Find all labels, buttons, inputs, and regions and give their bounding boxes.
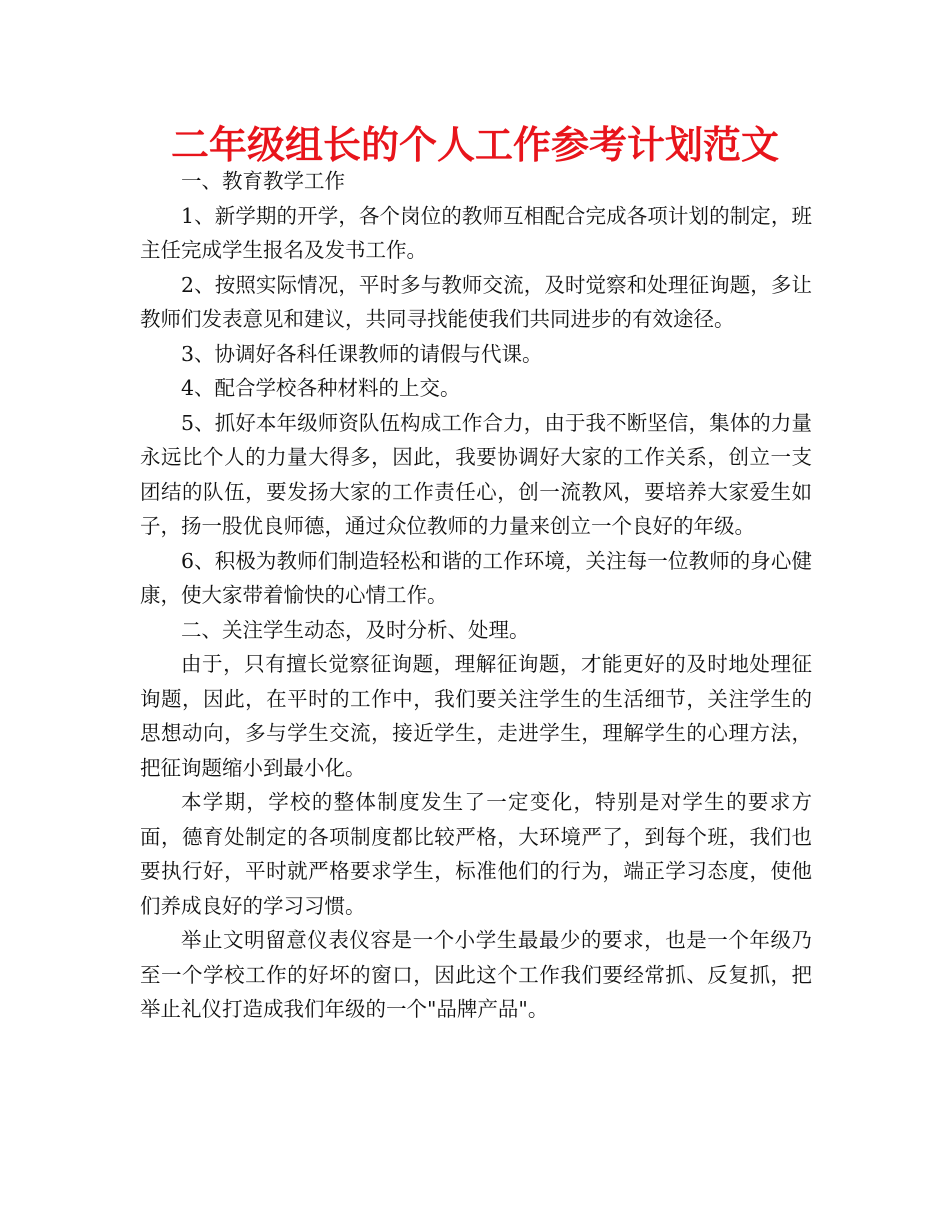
section-heading-students: 二、关注学生动态，及时分析、处理。 [181, 617, 530, 642]
section-heading-teaching: 一、教育教学工作 [181, 169, 345, 193]
paragraph-etiquette: 举止文明留意仪表仪容是一个小学生最最少的要求，也是一个年级乃至一个学校工作的好坏的窗口，因此这个工作我们要经常抓、反复抓，把举止礼仪打造成我们年级的一个"品牌产品"。 [140, 928, 812, 1021]
document-body [140, 164, 812, 1027]
paragraph-item-1: 1、新学期的开学，各个岗位的教师互相配合完成各项计划的制定，班主任完成学生报名及发书工作。 [140, 203, 812, 262]
paragraph-observe-problems: 由于，只有擅长觉察征询题，理解征询题，才能更好的及时地处理征询题，因此，在平时的工作中，我们要关注学生的生活细节，关注学生的思想动向，多与学生交流，接近学生，走进学生，理解学生的心理方法，把征询题缩小到最小化。 [140, 652, 812, 780]
paragraph-item-4: 4、配合学校各种材料的上交。 [181, 376, 461, 400]
paragraph-item-6: 6、积极为教师们制造轻松和谐的工作环境，关注每一位教师的身心健康，使大家带着愉快的心情工作。 [140, 548, 812, 607]
paragraph-school-rules: 本学期，学校的整体制度发生了一定变化，特别是对学生的要求方面，德育处制定的各项制度都比较严格，大环境严了，到每个班，我们也要执行好，平时就严格要求学生，标准他们的行为，端正学习态度，使他们养成良好的学习习惯。 [140, 790, 812, 918]
document-title: 二年级组长的个人工作参考计划范文 [170, 123, 779, 167]
paragraph-item-3: 3、协调好各科任课教师的请假与代课。 [181, 341, 543, 366]
paragraph-item-5: 5、抓好本年级师资队伍构成工作合力，由于我不断坚信，集体的力量永远比个人的力量大得多，因此，我要协调好大家的工作关系，创立一支团结的队伍，要发扬大家的工作责任心，创一流教风，要培养大家爱生如子，扬一股优良师德，通过众位教师的力量来创立一个良好的年级。 [140, 410, 812, 538]
paragraph-item-2: 2、按照实际情况，平时多与教师交流，及时觉察和处理征询题，多让教师们发表意见和建议，共同寻找能使我们共同进步的有效途径。 [140, 272, 812, 331]
